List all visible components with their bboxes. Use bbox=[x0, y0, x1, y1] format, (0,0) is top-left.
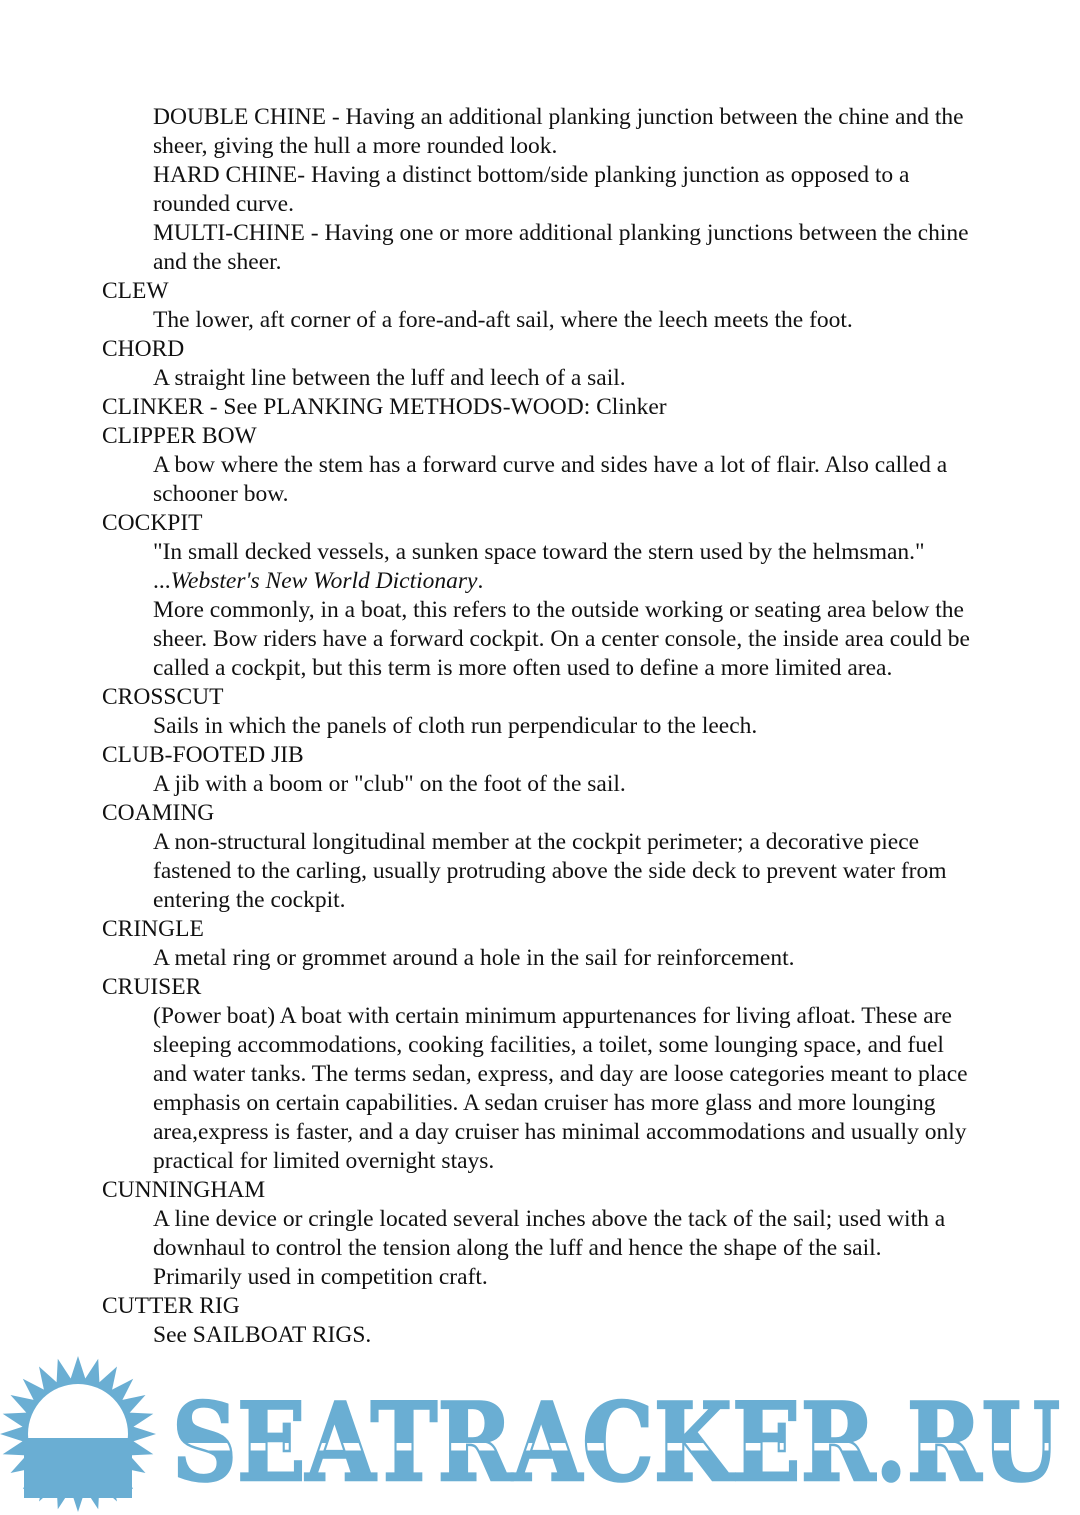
definition-double-chine: DOUBLE CHINE - Having an additional planking junction between the chine and the sheer, giving the hull a more rounded look. bbox=[153, 104, 964, 159]
term-cringle: CRINGLE bbox=[102, 916, 204, 942]
definition-cringle: A metal ring or grommet around a hole in the sail for reinforcement. bbox=[153, 945, 795, 971]
term-clipper-bow: CLIPPER BOW bbox=[102, 423, 257, 449]
definition-chord: A straight line between the luff and leech of a sail. bbox=[153, 365, 626, 391]
definition-multi-chine: MULTI-CHINE - Having one or more additional planking junctions between the chine and the sheer. bbox=[153, 220, 969, 275]
term-coaming: COAMING bbox=[102, 800, 215, 826]
definition-cruiser: (Power boat) A boat with certain minimum appurtenances for living afloat. These are sleeping accommodations, cooking facilities, a toilet, some lounging space, and fuel and water tanks. The terms sedan, express, and day are loose categories meant to place emphasis on certain capabilities. A sedan cruiser has more glass and more lounging area,express is faster, and a day cruiser has minimal accommodations and usually only practical for limited overnight stays. bbox=[153, 1003, 968, 1174]
term-chord: CHORD bbox=[102, 336, 185, 362]
cockpit-quote-text: "In small decked vessels, a sunken space toward the stern used by the helmsman." ... bbox=[153, 539, 925, 594]
definition-cockpit-quote bbox=[153, 538, 972, 596]
definition-coaming: A non-structural longitudinal member at the cockpit perimeter; a decorative piece fastened to the carling, usually protruding above the side deck to prevent water from entering the cockpit. bbox=[153, 829, 947, 913]
cockpit-quote-source: Webster's New World Dictionary bbox=[170, 568, 478, 594]
term-clinker: CLINKER - See PLANKING METHODS-WOOD: Clinker bbox=[102, 394, 667, 420]
watermark-logo bbox=[0, 1355, 1080, 1515]
term-cunningham: CUNNINGHAM bbox=[102, 1177, 266, 1203]
definition-cutter-rig: See SAILBOAT RIGS. bbox=[153, 1322, 372, 1348]
term-crosscut: CROSSCUT bbox=[102, 684, 224, 710]
definition-club-footed-jib: A jib with a boom or "club" on the foot of the sail. bbox=[153, 771, 626, 797]
term-cruiser: CRUISER bbox=[102, 974, 202, 1000]
term-cutter-rig: CUTTER RIG bbox=[102, 1293, 240, 1319]
definition-clipper-bow: A bow where the stem has a forward curve and sides have a lot of flair. Also called a schooner bow. bbox=[153, 452, 948, 507]
term-clew: CLEW bbox=[102, 278, 169, 304]
sea-horizon bbox=[24, 1438, 132, 1498]
definition-cockpit: More commonly, in a boat, this refers to the outside working or seating area below the sheer. Bow riders have a forward cockpit. On a center console, the inside area could be called a cockpit, but this term is more often used to define a more limited area. bbox=[153, 597, 970, 681]
definition-crosscut: Sails in which the panels of cloth run perpendicular to the leech. bbox=[153, 713, 758, 739]
definition-hard-chine: HARD CHINE- Having a distinct bottom/side planking junction as opposed to a rounded curve. bbox=[153, 162, 910, 217]
cockpit-quote-suffix: . bbox=[477, 568, 484, 594]
definition-clew: The lower, aft corner of a fore-and-aft sail, where the leech meets the foot. bbox=[153, 307, 853, 333]
sun-icon bbox=[0, 1356, 156, 1512]
term-cockpit: COCKPIT bbox=[102, 510, 203, 536]
watermark-text: SEATRACKER.RU bbox=[172, 1380, 1060, 1506]
definition-cunningham: A line device or cringle located several inches above the tack of the sail; used with a downhaul to control the tension along the luff and hence the shape of the sail. Primarily used in competition craft. bbox=[153, 1206, 946, 1290]
glossary bbox=[0, 103, 1080, 1350]
term-club-footed-jib: CLUB-FOOTED JIB bbox=[102, 742, 304, 768]
watermark-svg bbox=[0, 1355, 1080, 1515]
